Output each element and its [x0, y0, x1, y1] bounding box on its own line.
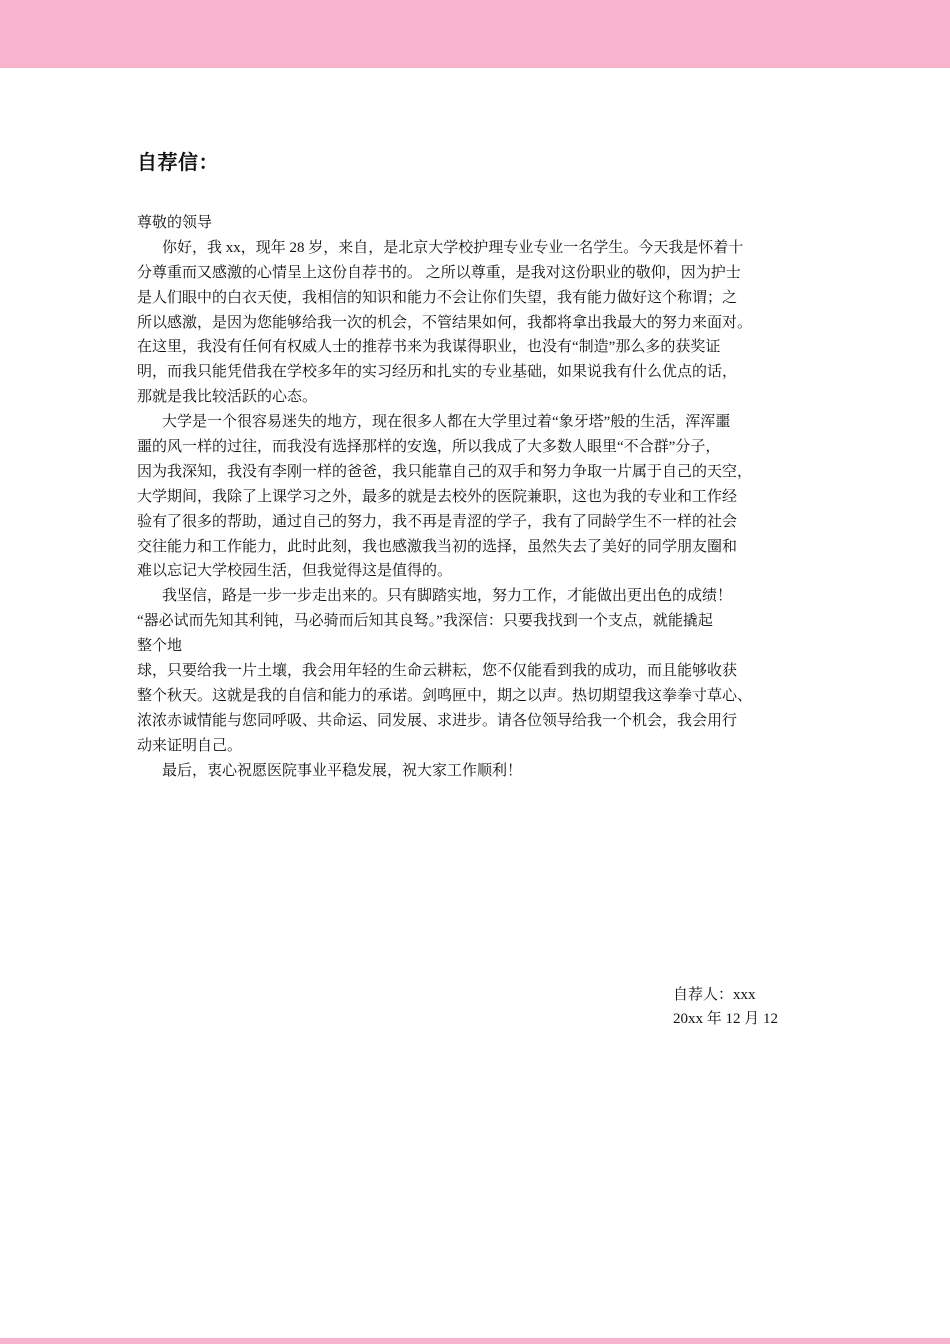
paragraph-4 — [137, 759, 827, 784]
paragraph-line: 验有了很多的帮助，通过自己的努力，我不再是青涩的学子，我有了同龄学生不一样的社会 — [137, 513, 738, 530]
paragraph-line: 是人们眼中的白衣天使，我相信的知识和能力不会让你们失望，我有能力做好这个称谓；之 — [137, 289, 738, 306]
paragraph-2 — [137, 410, 827, 584]
top-decorative-band — [0, 0, 950, 68]
paragraph-3 — [137, 584, 827, 758]
paragraph-line: 噩的风一样的过往，而我没有选择那样的安逸，所以我成了大多数人眼里“不合群”分子， — [137, 439, 721, 456]
letter-body — [137, 211, 827, 783]
paragraph-line: 整个地 — [137, 638, 183, 655]
paragraph-line: 在这里，我没有任何有权威人士的推荐书来为我谋得职业，也没有“制造”那么多的获奖证 — [137, 339, 721, 356]
paragraph-line: 最后，衷心祝愿医院事业平稳发展，祝大家工作顺利！ — [162, 762, 523, 779]
paragraph-line: 所以感激，是因为您能够给我一次的机会，不管结果如何，我都将拿出我最大的努力来面对。 — [137, 314, 753, 331]
paragraph-1 — [137, 236, 827, 410]
signature-date: 20xx 年 12 月 12 — [673, 1011, 779, 1027]
paragraph-line: 大学是一个很容易迷失的地方，现在很多人都在大学里过着“象牙塔”般的生活，浑浑噩 — [162, 414, 731, 431]
paragraph-line: 明，而我只能凭借我在学校多年的实习经历和扎实的专业基础，如果说我有什么优点的话， — [137, 364, 738, 381]
signature-author: 自荐人：xxx — [673, 987, 756, 1003]
paragraph-line: 整个秋天。这就是我的自信和能力的承诺。剑鸣匣中，期之以声。热切期望我这拳拳寸草心、 — [137, 687, 753, 704]
paragraph-line: 我坚信，路是一步一步走出来的。只有脚踏实地，努力工作，才能做出更出色的成绩！ — [162, 588, 733, 605]
paragraph-line: “器必试而先知其利钝，马必骑而后知其良驽。”我深信：只要我找到一个支点，就能撬起 — [137, 613, 713, 630]
paragraph-line: 你好，我 xx，现年 28 岁，来自，是北京大学校护理专业专业一名学生。今天我是怀着十 — [162, 239, 744, 256]
page-title: 自荐信： — [137, 150, 219, 174]
paragraph-line: 动来证明自己。 — [137, 737, 243, 754]
signature-block — [673, 983, 778, 1031]
paragraph-line: 浓浓赤诚情能与您同呼吸、共命运、同发展、求进步。请各位领导给我一个机会，我会用行 — [137, 712, 738, 729]
paragraph-line: 分尊重而又感激的心情呈上这份自荐书的。 之所以尊重，是我对这份职业的敬仰，因为护士 — [137, 264, 741, 281]
paragraph-line: 交往能力和工作能力，此时此刻，我也感激我当初的选择，虽然失去了美好的同学朋友圈和 — [137, 538, 738, 555]
paragraph-line: 大学期间，我除了上课学习之外，最多的就是去校外的医院兼职，这也为我的专业和工作经 — [137, 488, 738, 505]
bottom-decorative-band — [0, 1338, 950, 1344]
paragraph-line: 球，只要给我一片土壤，我会用年轻的生命云耕耘，您不仅能看到我的成功，而且能够收获 — [137, 663, 738, 680]
paragraph-line: 那就是我比较活跃的心态。 — [137, 389, 318, 406]
paragraph-line: 难以忘记大学校园生活，但我觉得这是值得的。 — [137, 563, 453, 580]
salutation: 尊敬的领导 — [137, 215, 213, 231]
paragraph-line: 因为我深知，我没有李刚一样的爸爸，我只能靠自己的双手和努力争取一片属于自己的天空， — [137, 463, 753, 480]
